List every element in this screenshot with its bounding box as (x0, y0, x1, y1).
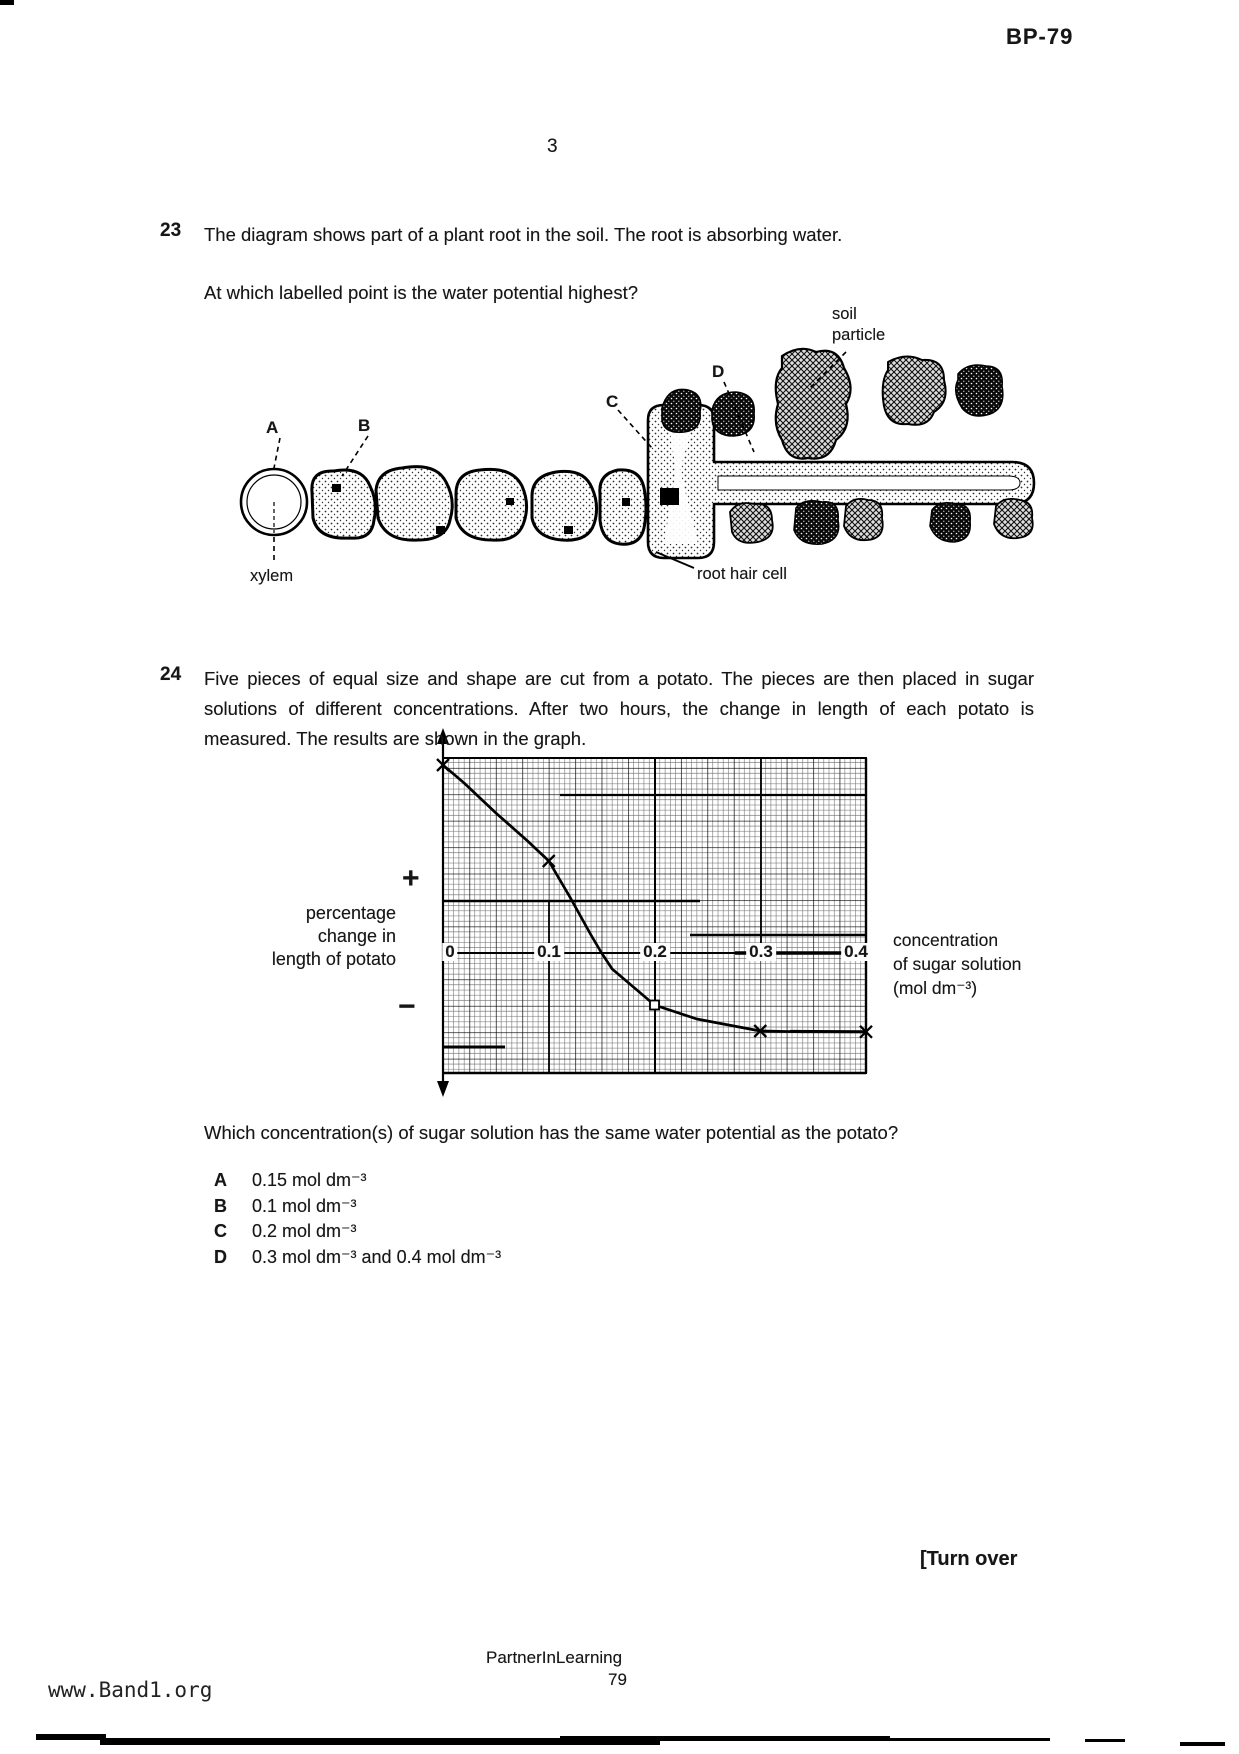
option-c-letter: C (214, 1221, 227, 1241)
footer-page-number: 79 (608, 1670, 627, 1689)
option-a-text: 0.15 mol dm⁻³ (252, 1170, 367, 1190)
y-axis-minus-sign: − (398, 990, 416, 1023)
x-axis-label: concentration of sugar solution (mol dm⁻³) (893, 930, 1022, 998)
options-list (214, 1168, 501, 1270)
diagram-label-c: C (606, 392, 619, 411)
diagram-label-xylem: xylem (250, 567, 294, 585)
soil-particle-shape (662, 389, 701, 432)
data-marker-square (650, 1001, 659, 1010)
page-number: 3 (547, 136, 558, 157)
soil-particle-shape (712, 392, 754, 436)
option-c (214, 1219, 501, 1245)
y-axis-plus-sign: + (402, 862, 420, 895)
y-axis-arrow-down (437, 1081, 449, 1097)
diagram-label-b: B (358, 416, 371, 435)
option-b-text: 0.1 mol dm⁻³ (252, 1195, 357, 1216)
scan-artifact (1085, 1739, 1125, 1742)
option-a (214, 1168, 501, 1194)
option-d (214, 1245, 501, 1271)
scan-artifact (1180, 1742, 1225, 1746)
option-b (214, 1194, 501, 1220)
soil-particle-shape (930, 503, 970, 542)
y-axis-label: percentage change in length of potato (271, 903, 396, 969)
cortex-cell (312, 470, 375, 538)
x-tick-0_2: 0.2 (640, 943, 670, 961)
option-c-text: 0.2 mol dm⁻³ (252, 1221, 357, 1241)
diagram-label-a: A (266, 418, 279, 437)
option-d-text: 0.3 mol dm⁻³ and 0.4 mol dm⁻³ (252, 1246, 502, 1267)
x-tick-0_4: 0.4 (841, 943, 871, 961)
cortex-cell (600, 470, 646, 544)
soil-particle-shape (776, 349, 851, 459)
cortex-cell (456, 469, 527, 540)
x-tick-0: 0 (442, 943, 457, 961)
q24-question: Which concentration(s) of sugar solution has the same water potential as the potato? (204, 1122, 899, 1143)
scan-artifact (890, 1738, 1050, 1741)
soil-particle-shape (956, 365, 1003, 416)
soil-particle-shape (794, 501, 839, 544)
root-diagram (241, 349, 1034, 568)
q24-number: 24 (160, 664, 182, 685)
scan-artifact (560, 1736, 890, 1741)
footer-brand: PartnerInLearning (486, 1648, 623, 1667)
turn-over-note: [Turn over (920, 1548, 1018, 1570)
x-tick-0_1: 0.1 (534, 943, 564, 961)
q24-intro: Five pieces of equal size and shape are cut from a potato. The pieces are then placed in sugar solutions of different concentrations. After two hours, the change in length of each potato is measured. The results are shown in the graph. (204, 668, 1034, 749)
q23-number: 23 (160, 220, 182, 241)
potato-graph (437, 728, 872, 1097)
q23-intro: The diagram shows part of a plant root in the soil. The root is absorbing water. (204, 224, 843, 245)
diagram-label-root-hair-cell: root hair cell (697, 565, 787, 583)
option-b-letter: B (214, 1195, 227, 1216)
soil-particle-shape (844, 499, 883, 540)
option-a-letter: A (214, 1170, 227, 1190)
scan-artifact (0, 0, 14, 5)
q23-prompt: At which labelled point is the water potential highest? (204, 282, 638, 303)
soil-particle-shape (730, 503, 773, 543)
footer-url: www.Band1.org (48, 1678, 213, 1702)
option-d-letter: D (214, 1246, 227, 1267)
scan-artifact (36, 1734, 106, 1740)
x-tick-0_3: 0.3 (746, 943, 776, 961)
diagram-label-soil-particle: soil particle (832, 305, 886, 344)
doc-code: BP-79 (1006, 24, 1074, 49)
diagram-label-d: D (712, 362, 725, 381)
soil-particle-shape (883, 356, 946, 424)
soil-particle-shape (994, 499, 1033, 538)
